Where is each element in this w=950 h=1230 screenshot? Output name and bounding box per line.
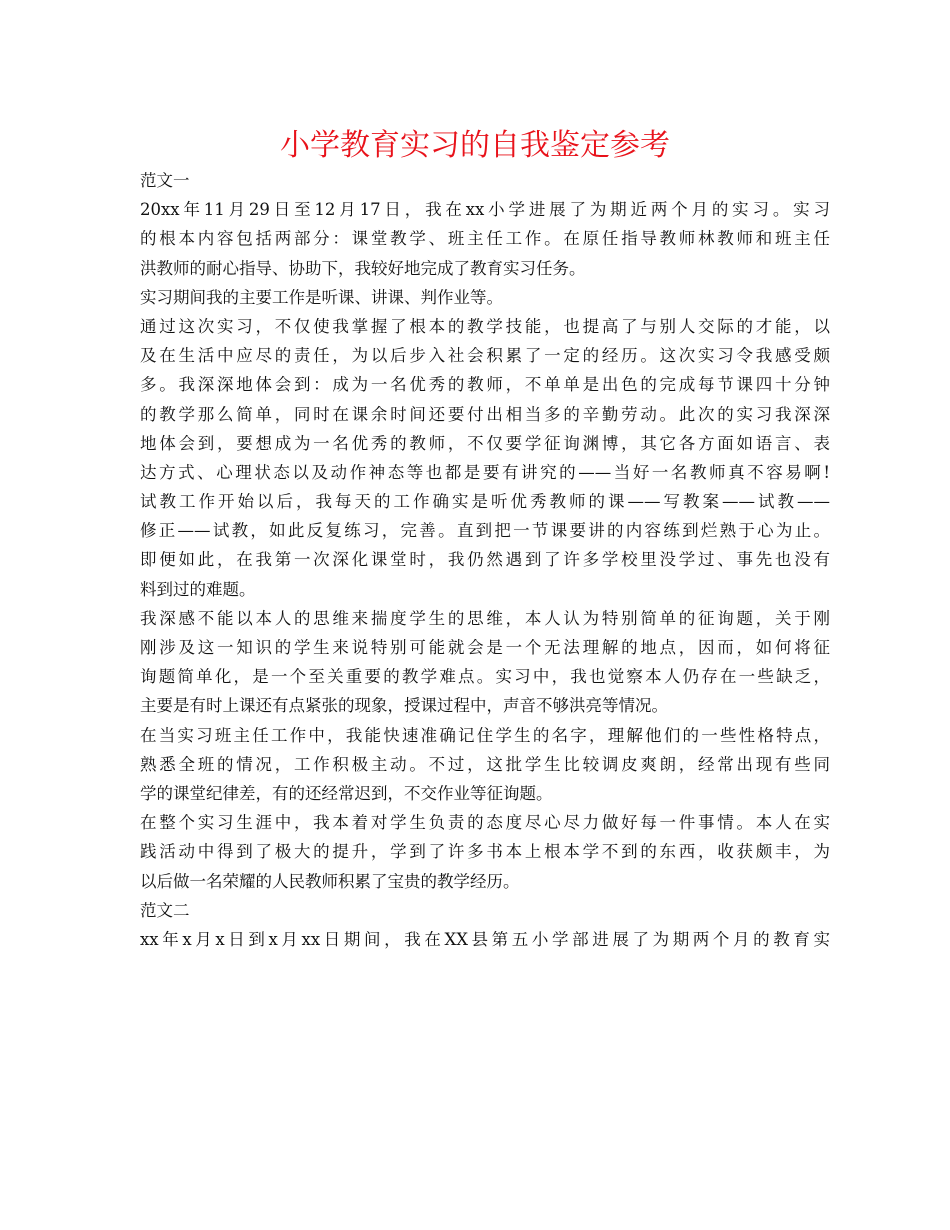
body-line: 刚涉及这一知识的学生来说特别可能就会是一个无法理解的地点，因而，如何将征 <box>140 638 830 657</box>
body-line: 料到过的难题。 <box>140 579 256 599</box>
body-line: 主要是有时上课还有点紧张的现象，授课过程中，声音不够洪亮等情况。 <box>140 696 668 716</box>
body-line: 询题简单化，是一个至关重要的教学难点。实习中，我也觉察本人仍存在一些缺乏， <box>140 667 830 687</box>
body-line: 即便如此，在我第一次深化课堂时，我仍然遇到了许多学校里没学过、事先也没有 <box>140 550 830 570</box>
body-line: 在整个实习生涯中，我本着对学生负责的态度尽心尽力做好每一件事情。本人在实 <box>140 813 830 833</box>
body-line: 我深感不能以本人的思维来揣度学生的思维，本人认为特别简单的征询题，关于刚 <box>140 608 830 628</box>
body-line: 的根本内容包括两部分：课堂教学、班主任工作。在原任指导教师林教师和班主任 <box>140 229 830 249</box>
body-line: 地体会到，要想成为一名优秀的教师，不仅要学征询渊博，其它各方面如语言、表 <box>140 433 830 453</box>
document-title: 小学教育实习的自我鉴定参考 <box>280 128 670 163</box>
body-line: 以后做一名荣耀的人民教师积累了宝贵的教学经历。 <box>140 871 520 891</box>
body-line: 的教学那么简单，同时在课余时间还要付出相当多的辛勤劳动。此次的实习我深深 <box>140 404 830 424</box>
body-line: 在当实习班主任工作中，我能快速准确记住学生的名字，理解他们的一些性格特点， <box>140 725 830 745</box>
body-line: 及在生活中应尽的责任，为以后步入社会积累了一定的经历。这次实习令我感受颇 <box>140 346 830 366</box>
body-line: 达方式、心理状态以及动作神态等也都是要有讲究的——当好一名教师真不容易啊! <box>140 462 830 482</box>
body-line: 通过这次实习，不仅使我掌握了根本的教学技能，也提高了与别人交际的才能，以 <box>140 316 830 336</box>
body-line: 修正——试教，如此反复练习，完善。直到把一节课要讲的内容练到烂熟于心为止。 <box>140 521 830 541</box>
body-line: 学的课堂纪律差，有的还经常迟到，不交作业等征询题。 <box>140 783 553 803</box>
body-line: xx年x月x日到x月xx日期间，我在XX县第五小学部进展了为期两个月的教育实 <box>140 929 830 949</box>
body-line: 实习期间我的主要工作是听课、讲课、判作业等。 <box>140 287 503 307</box>
body-line: 践活动中得到了极大的提升，学到了许多书本上根本学不到的东西，收获颇丰，为 <box>140 842 830 862</box>
document-body <box>140 166 830 954</box>
body-line: 洪教师的耐心指导、协助下，我较好地完成了教育实习任务。 <box>140 258 586 278</box>
body-line: 范文二 <box>140 900 190 920</box>
body-line: 多。我深深地体会到：成为一名优秀的教师，不单单是出色的完成每节课四十分钟 <box>140 375 830 395</box>
body-line: 20xx年11月29日至12月17日，我在xx小学进展了为期近两个月的实习。实习 <box>140 200 830 220</box>
body-line: 熟悉全班的情况，工作积极主动。不过，这批学生比较调皮爽朗，经常出现有些同 <box>140 754 830 774</box>
body-line: 试教工作开始以后，我每天的工作确实是听优秀教师的课——写教案——试教—— <box>140 492 830 512</box>
body-line: 范文一 <box>140 171 190 190</box>
